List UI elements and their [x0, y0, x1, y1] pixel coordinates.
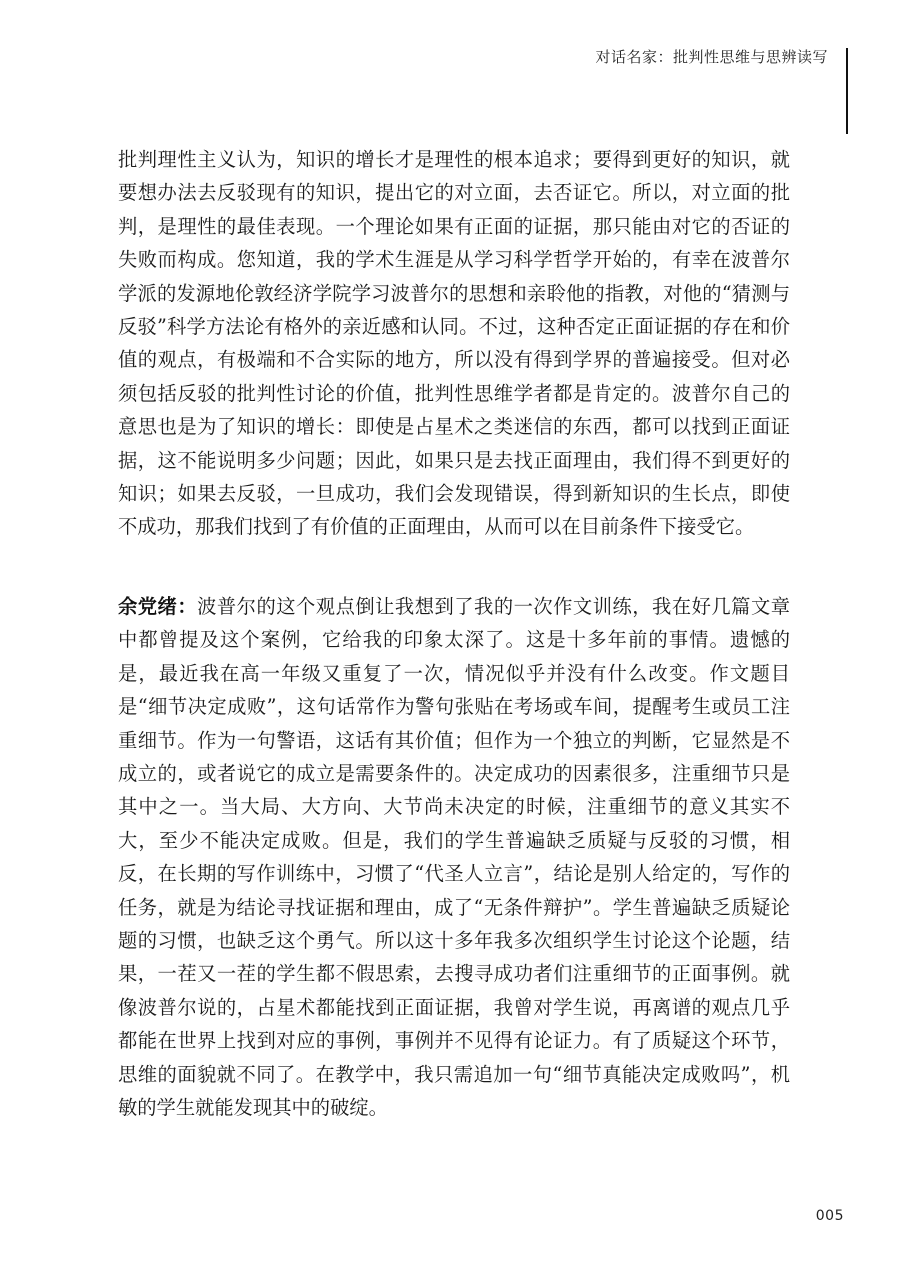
speaker-name: 余党绪：	[118, 594, 198, 618]
paragraph-2-text: 波普尔的这个观点倒让我想到了我的一次作文训练，我在好几篇文章中都曾提及这个案例，它给我的印象太深了。这是十多年前的事情。遗憾的是，最近我在高一年级又重复了一次，情况似乎并没有什么改变。作文题目是“细节决定成败”，这句话常作为警句张贴在考场或车间，提醒考生或员工注重细节。作为一句警语，这话有其价值；但作为一个独立的判断，它显然是不成立的，或者说它的成立是需要条件的。决定成功的因素很多，注重细节只是其中之一。当大局、大方向、大节尚未决定的时候，注重细节的意义其实不大，至少不能决定成败。但是，我们的学生普遍缺乏质疑与反驳的习惯，相反，在长期的写作训练中，习惯了“代圣人立言”，结论是别人给定的，写作的任务，就是为结论寻找证据和理由，成了“无条件辩护”。学生普遍缺乏质疑论题的习惯，也缺乏这个勇气。所以这十多年我多次组织学生讨论这个论题，结果，一茬又一茬的学生都不假思索，去搜寻成功者们注重细节的正面事例。就像波普尔说的，占星术都能找到正面证据，我曾对学生说，再离谱的观点几乎都能在世界上找到对应的事例，事例并不见得有论证力。有了质疑这个环节，思维的面貌就不同了。在教学中，我只需追加一句“细节真能决定成败吗”，机敏的学生就能发现其中的破绽。	[118, 594, 791, 1119]
paragraph-2	[118, 590, 790, 1125]
paragraph-1: 批判理性主义认为，知识的增长才是理性的根本追求；要得到更好的知识，就要想办法去反驳现有的知识，提出它的对立面，去否证它。所以，对立面的批判，是理性的最佳表现。一个理论如果有正面的证据，那只能由对它的否证的失败而构成。您知道，我的学术生涯是从学习科学哲学开始的，有幸在波普尔学派的发源地伦敦经济学院学习波普尔的思想和亲聆他的指教，对他的“猜测与反驳”科学方法论有格外的亲近感和认同。不过，这种否定正面证据的存在和价值的观点，有极端和不合实际的地方，所以没有得到学界的普遍接受。但对必须包括反驳的批判性讨论的价值，批判性思维学者都是肯定的。波普尔自己的意思也是为了知识的增长：即使是占星术之类迷信的东西，都可以找到正面证据，这不能说明多少问题；因此，如果只是去找正面理由，我们得不到更好的知识；如果去反驳，一旦成功，我们会发现错误，得到新知识的生长点，即使不成功，那我们找到了有价值的正面理由，从而可以在目前条件下接受它。	[118, 148, 790, 539]
page-number: 005	[815, 1208, 844, 1224]
body-text	[118, 143, 790, 1124]
running-header-title: 对话名家：批判性思维与思辨读写	[595, 48, 828, 66]
header-vertical-rule	[846, 48, 848, 134]
